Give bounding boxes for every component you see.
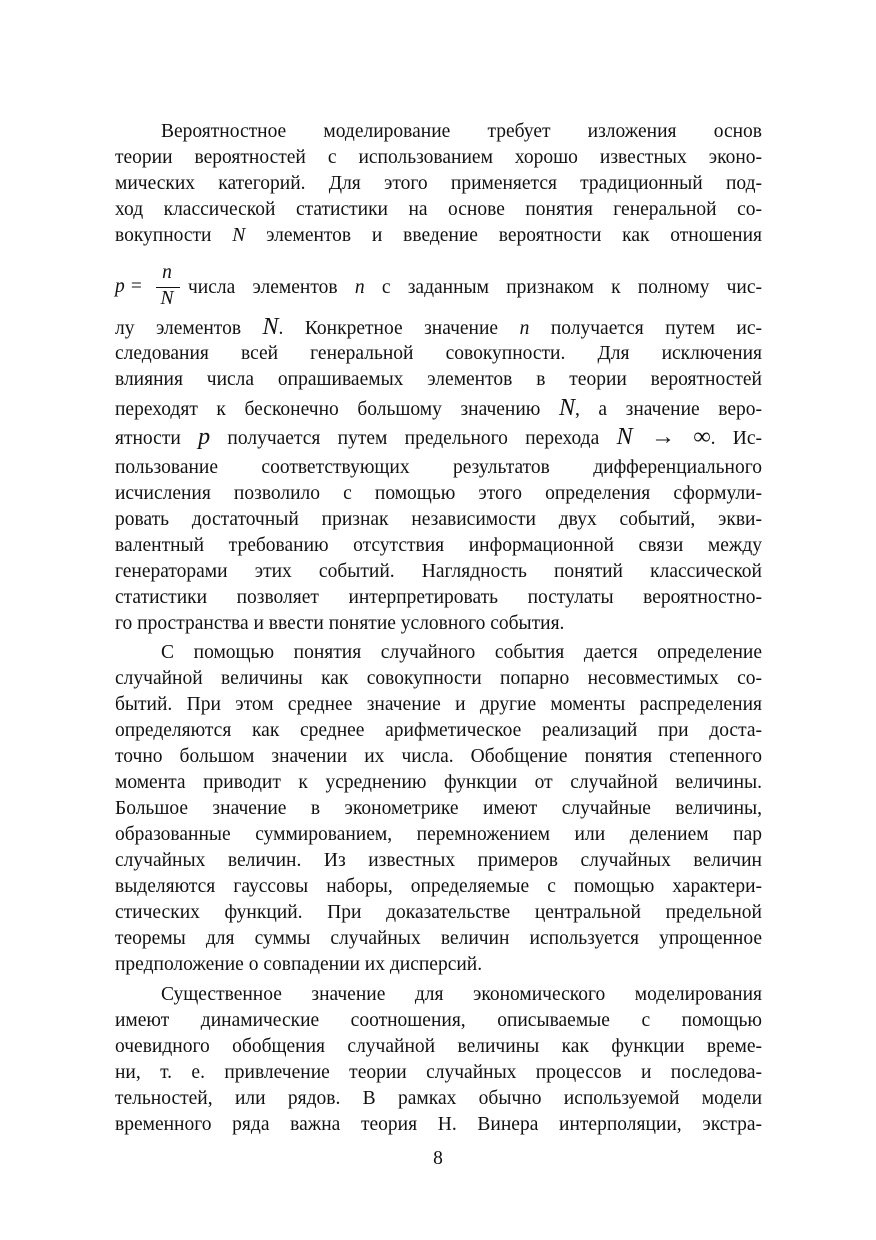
text-span: . Ис- [710,428,763,449]
text-span: получается путем ис- [529,318,762,339]
math-symbol: N [262,314,279,340]
text-line: исчисления позволило с помощью этого определения сформули- [115,483,762,504]
text-span: числа элементов [188,277,355,298]
text-line: ровать достаточный признак независимости двух событий, экви- [115,509,762,530]
text-line [115,424,762,450]
text-span: . Конкретное значение [278,318,520,339]
math-symbol: n [519,318,530,339]
text-span: ятности [115,428,199,449]
text-line: ни, т. е. привлечение теории случайных процессов и последова- [115,1062,762,1083]
text-line: определяются как среднее арифметическое реализаций при доста- [115,720,762,741]
text-line: Большое значение в эконометрике имеют случайные величины, [115,798,762,819]
text-line: валентный требованию отсутствия информационной связи между [115,535,762,556]
text-line: точно большом значении их числа. Обобщение понятия степенного [115,746,762,767]
text-line: выделяются гауссовы наборы, определяемые с помощью характери- [115,876,762,897]
page-number: 8 [433,1148,443,1169]
text-line [115,223,762,249]
text-line: мических категорий. Для этого применяется традиционный под- [115,173,762,194]
math-symbol: n [354,277,365,298]
text-line: Вероятностное моделирование требует изложения основ [161,121,762,142]
math-symbol: N [558,395,575,421]
text-line: генераторами этих событий. Наглядность понятий классической [115,561,762,582]
math-symbol: p [198,424,211,450]
text-span: вокупности [115,225,233,246]
text-line: го пространства и ввести понятие условного события. [115,613,565,634]
text-line: ход классической статистики на основе понятия генеральной со- [115,199,762,220]
text-line [115,395,762,421]
text-span: с заданным признаком к полному чис- [364,277,762,298]
text-line: стических функций. При доказательстве центральной предельной [115,902,762,923]
fraction-formula [115,262,175,312]
text-line [115,314,762,340]
text-span: элементов и введение вероятности как отношения [245,225,762,246]
text-line: предположение о совпадении их дисперсий. [115,954,483,975]
text-span: получается путем предельного перехода [210,428,617,449]
math-expression: N → ∞ [616,424,711,450]
text-line [188,275,762,301]
text-line: следования всей генеральной совокупности. Для исключения [115,343,762,364]
text-line: момента приводит к усреднению функции от случайной величины. [115,772,762,793]
text-line: теоремы для суммы случайных величин используется упрощенное [115,928,762,949]
text-line: Существенное значение для экономического моделирования [161,984,762,1005]
text-line: случайной величины как совокупности попарно несовместимых со- [115,668,762,689]
text-line: тельностей, или рядов. В рамках обычно используемой модели [115,1088,762,1109]
text-line: бытий. При этом среднее значение и другие моменты распределения [115,694,762,715]
formula-denominator: N [160,288,174,309]
text-span: , а значение веро- [574,399,762,420]
text-line: очевидного обобщения случайной величины как функции време- [115,1036,762,1057]
text-line: образованные суммированием, перемножением или делением пар [115,824,762,845]
text-line: пользование соответствующих результатов дифференциального [115,457,762,478]
text-line: теории вероятностей с использованием хорошо известных эконо- [115,147,762,168]
text-line: временного ряда важна теория Н. Винера интерполяции, экстра- [115,1114,762,1135]
math-symbol: N [232,225,246,246]
text-line: влияния числа опрашиваемых элементов в теории вероятностей [115,369,762,390]
text-span: переходят к бесконечно большому значению [115,399,559,420]
formula-lhs: p = [115,276,143,297]
formula-numerator: n [162,262,172,283]
text-line: статистики позволяет интерпретировать постулаты вероятностно- [115,587,762,608]
text-line: имеют динамические соотношения, описываемые с помощью [115,1010,762,1031]
text-span: лу элементов [115,318,263,339]
text-line: С помощью понятия случайного события дается определение [161,642,762,663]
text-line: случайных величин. Из известных примеров случайных величин [115,850,762,871]
